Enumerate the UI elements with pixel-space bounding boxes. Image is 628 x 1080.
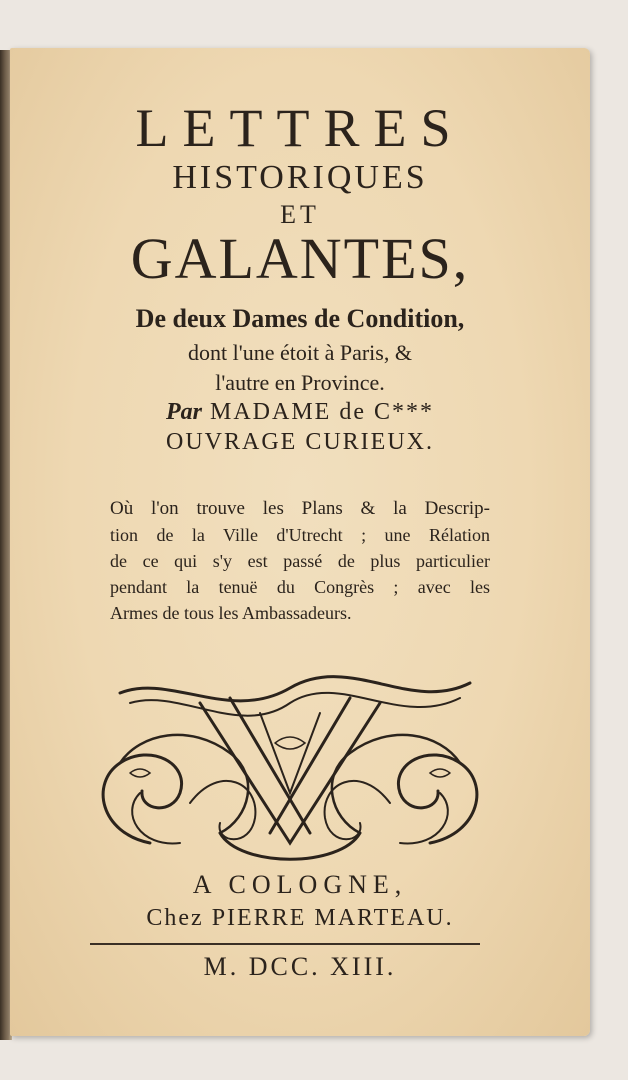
title-line-galantes: GALANTES,	[130, 226, 470, 291]
description	[110, 496, 490, 626]
title-line-et: ET	[280, 200, 320, 229]
imprint-publisher: Chez PIERRE MARTEAU.	[146, 905, 454, 931]
description-line: de ce qui s'y est passé de plus particulier	[110, 551, 490, 571]
description-line: Armes de tous les Ambassadeurs.	[110, 603, 352, 623]
author-name: MADAME de C***	[210, 399, 434, 425]
subtitle-line-3: l'autre en Province.	[215, 370, 385, 395]
author-line	[10, 396, 590, 428]
title-line-historiques: HISTORIQUES	[172, 159, 428, 196]
author-prefix: Par	[166, 399, 202, 425]
description-line: pendant la tenuë du Congrès ; avec les	[110, 577, 490, 597]
work-type: OUVRAGE CURIEUX.	[166, 429, 434, 455]
divider	[90, 943, 480, 945]
description-line: tion de la Ville d'Utrecht ; une Rélation	[110, 525, 490, 545]
title-line-lettres: LETTRES	[135, 98, 465, 158]
subtitle-line-2: dont l'une étoit à Paris, &	[188, 340, 412, 365]
monogram-ornament-icon	[80, 643, 500, 873]
description-line: Où l'on trouve les Plans & la Descrip-	[110, 498, 490, 519]
subtitle-line-1: De deux Dames de Condition,	[135, 304, 465, 333]
imprint-date: M. DCC. XIII.	[203, 952, 397, 981]
imprint-place: A COLOGNE,	[192, 870, 408, 899]
title-page	[10, 48, 590, 1036]
